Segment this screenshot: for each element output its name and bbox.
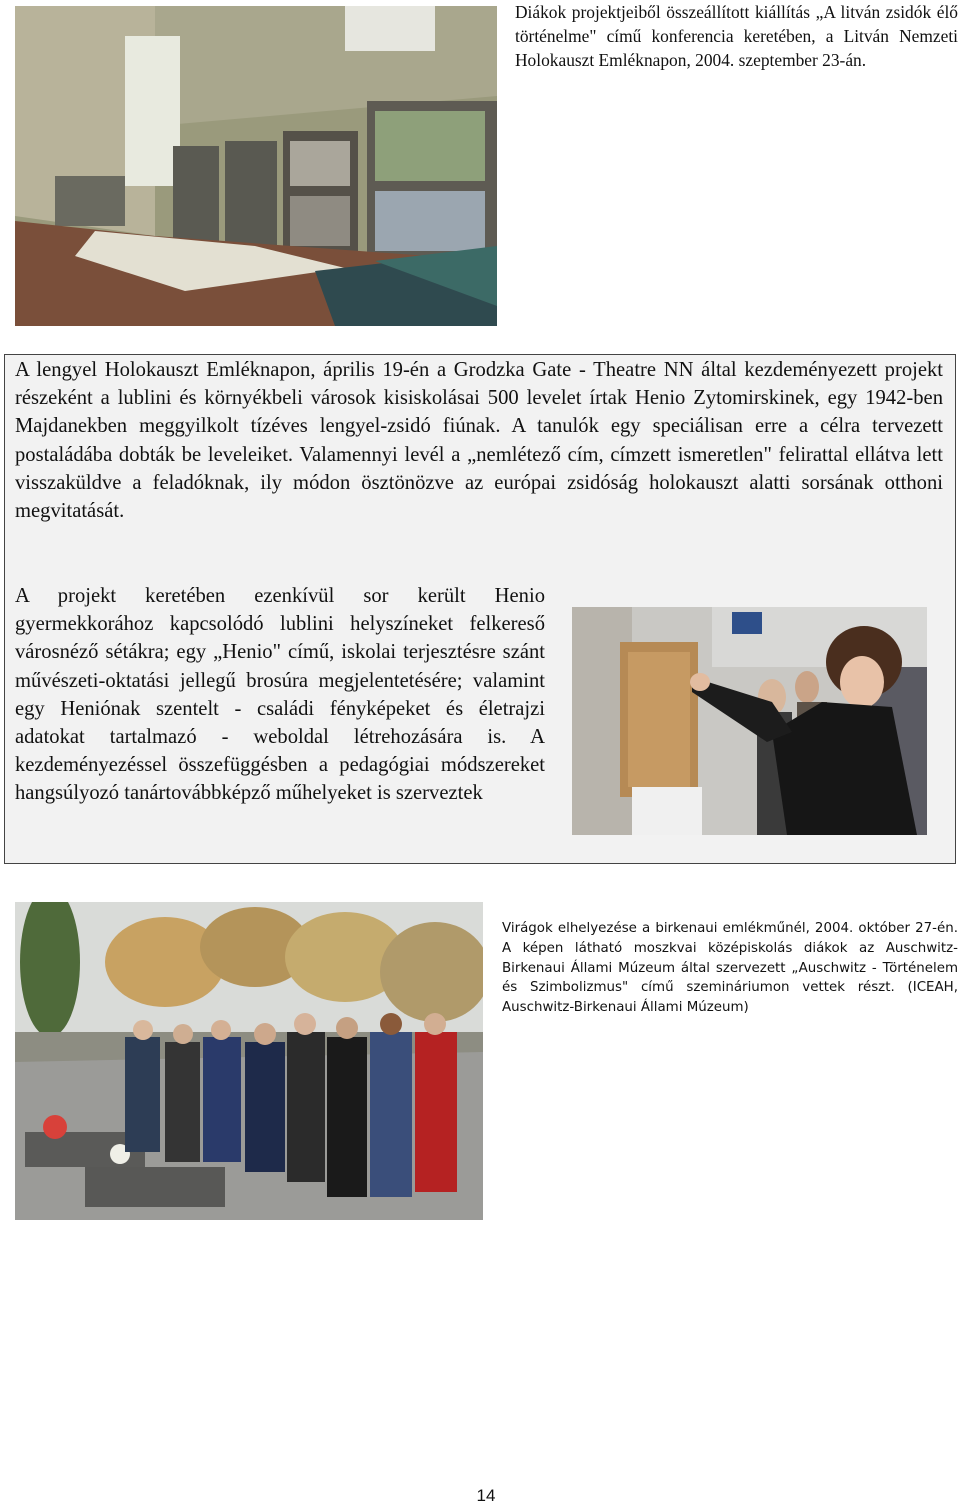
project-paragraph: A projekt keretében ezenkívül sor került Henio gyermekkorához kapcsolódó lublini helyszíneket felkereső városnéző sétákra; egy „Henio" című, iskolai terjesztésre szánt művészeti-oktatási jellegű brosúra megjelentetésére; valamint egy Heniónak szentelt - családi fényképeket és életrajzi adatokat tartalmazó - weboldal létrehozására is. A kezdeményezéssel összefüggésben a pedagógiai módszereket hangsúlyozó tanártovábbképző műhelyeket is szerveztek <box>15 585 545 805</box>
page-number: 14 <box>476 1486 496 1505</box>
birkenau-caption: Virágok elhelyezése a birkenaui emlékműnél, 2004. október 27-én. A képen látható moszkvai középiskolás diákok az Auschwitz-Birkenaui Állami Múzeum által szervezett „Auschwitz - Történelem és Szimbolizmus" című szemináriumon vettek részt. (ICEAH, Auschwitz-Birkenaui Állami Múzeum) <box>502 921 958 1016</box>
letters-paragraph: A lengyel Holokauszt Emléknapon, április 19-én a Grodzka Gate - Theatre NN által kezdeményezett projekt részeként a lublini és környékbeli városok kisiskolásai 500 levelet írtak Henio Zytomirskinek, egy 1942-ben Majdanekben meggyilkolt tízéves lengyel-zsidó fiúnak. A tanulók egy speciálisan erre a célra tervezett postaládába dobták be leveleiket. Valamennyi levél a „nemlétező cím, címzett ismeretlen" felirattal ellátva lett visszaküldve a feladóknak, ily módon ösztönözve az európai zsidóság holokauszt alatti sorsának otthoni megvitatását. <box>15 359 943 523</box>
exhibition-caption: Diákok projektjeiből összeállított kiállítás „A litván zsidók élő történelme" című konferencia keretében, a Litván Nemzeti Holokauszt Emléknapon, 2004. szeptember 23-án. <box>515 2 958 70</box>
birkenau-memorial-photo <box>15 902 483 1220</box>
mailbox-photo <box>572 607 927 835</box>
exhibition-photo <box>15 6 497 326</box>
